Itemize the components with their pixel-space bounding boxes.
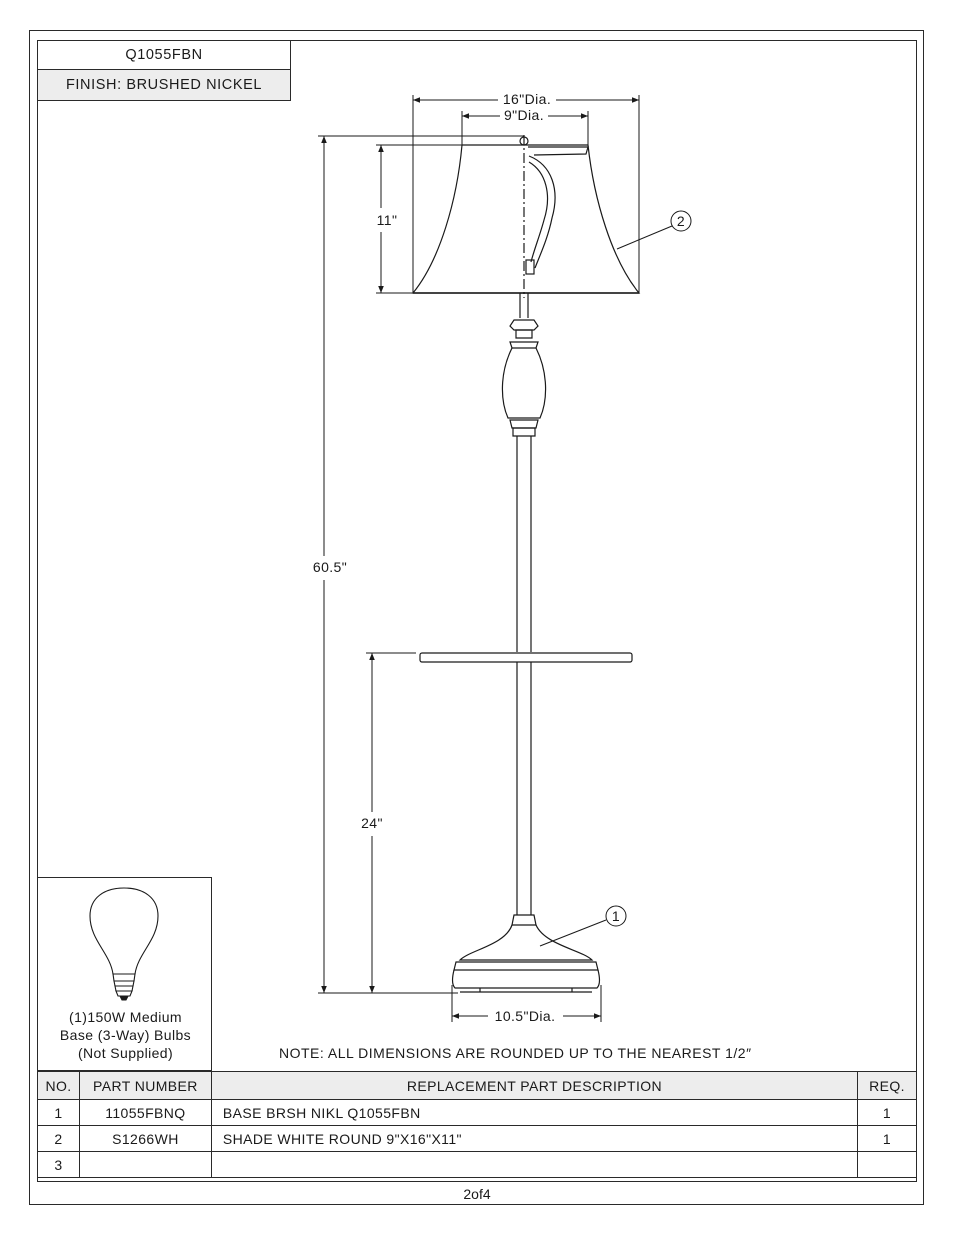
lamp-shade (413, 135, 639, 298)
row-part-number: 11055FBNQ (79, 1100, 211, 1126)
row-req: 1 (858, 1126, 917, 1152)
parts-table (37, 1071, 917, 1178)
lamp-stem (502, 293, 545, 652)
page-number: 2of4 (463, 1186, 491, 1202)
light-bulb-icon (38, 878, 213, 1008)
text-shade-top-dia: 9"Dia. (503, 107, 545, 123)
callout-label-1: 1 (611, 908, 621, 924)
text-shade-bottom-dia: 16"Dia. (502, 91, 552, 107)
row-no: 1 (38, 1100, 80, 1126)
row-description: BASE BRSH NIKL Q1055FBN (211, 1100, 857, 1126)
table-row (38, 1126, 917, 1152)
lamp-base (453, 915, 600, 992)
parts-header-row (38, 1072, 917, 1100)
text-table-height: 24" (361, 815, 383, 831)
bulb-line-1: (1)150W Medium (69, 1009, 182, 1025)
bulb-line-3: (Not Supplied) (77, 1045, 174, 1061)
dimension-note: NOTE: ALL DIMENSIONS ARE ROUNDED UP TO THE NEAREST 1/2″ (279, 1045, 752, 1061)
row-req: 1 (858, 1100, 917, 1126)
text-base-dia: 10.5"Dia. (494, 1008, 556, 1024)
callout-label-2: 2 (676, 213, 686, 229)
table-row (38, 1100, 917, 1126)
table-row (38, 1152, 917, 1178)
row-description (211, 1152, 857, 1178)
row-no: 2 (38, 1126, 80, 1152)
row-part-number (79, 1152, 211, 1178)
row-part-number: S1266WH (79, 1126, 211, 1152)
model-number: Q1055FBN (37, 40, 291, 70)
bulb-box (37, 877, 212, 1071)
row-no: 3 (38, 1152, 80, 1178)
table-tray (420, 653, 632, 915)
header-no: NO. (38, 1072, 80, 1100)
dim-overall-height (318, 136, 524, 993)
text-shade-height: 11" (376, 212, 398, 228)
header-req: REQ. (858, 1072, 917, 1100)
header-description: REPLACEMENT PART DESCRIPTION (211, 1072, 857, 1100)
bulb-line-2: Base (3-Way) Bulbs (59, 1027, 192, 1043)
header-part-number: PART NUMBER (79, 1072, 211, 1100)
row-req (858, 1152, 917, 1178)
row-description: SHADE WHITE ROUND 9"X16"X11" (211, 1126, 857, 1152)
finish-label: FINISH: BRUSHED NICKEL (37, 70, 291, 101)
text-overall-height: 60.5" (312, 559, 348, 575)
